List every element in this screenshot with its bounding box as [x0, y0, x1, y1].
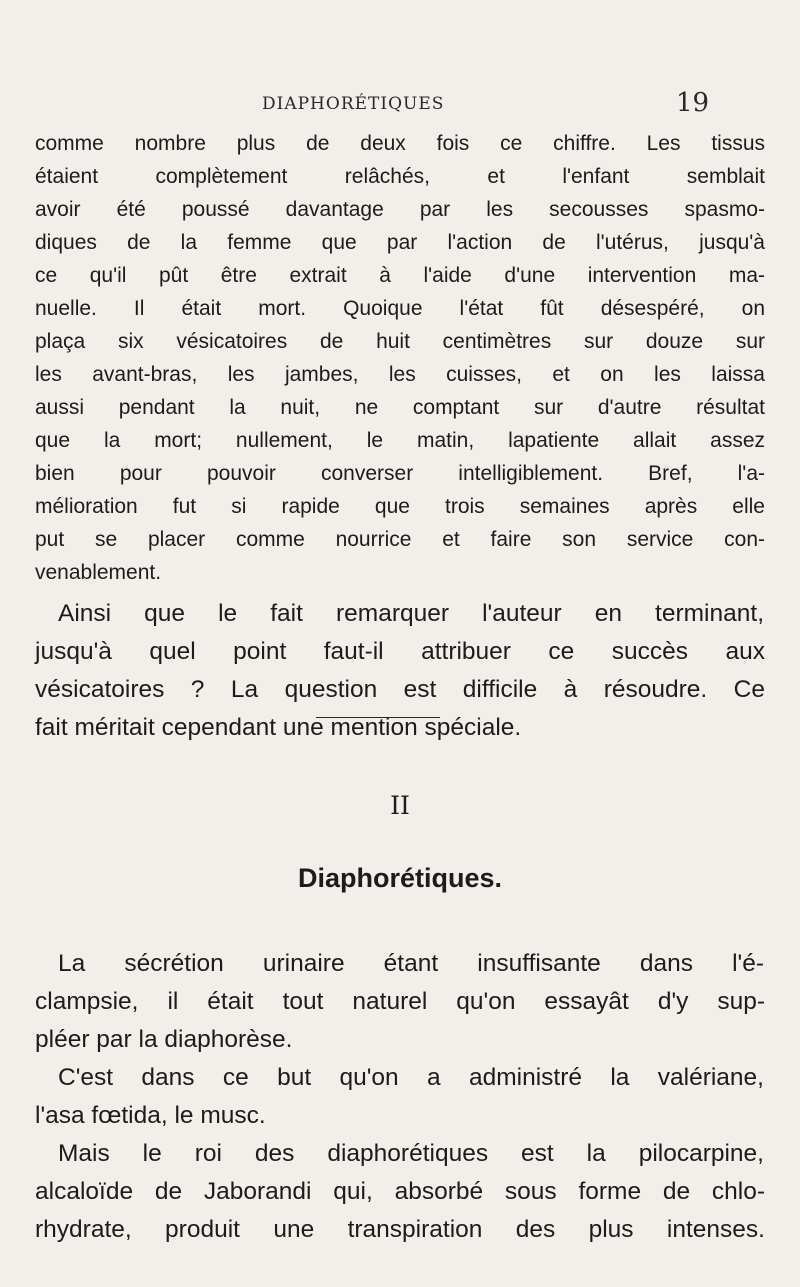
- section-number: II: [390, 791, 410, 820]
- text-line: avoir été poussé davantage par les secousses spasmo-: [35, 198, 765, 221]
- text-line: mélioration fut si rapide que trois semaines après elle: [35, 495, 765, 518]
- text-line: bien pour pouvoir converser intelligiblement. Bref, l'a-: [35, 462, 765, 485]
- text-line: Mais le roi des diaphorétiques est la pilocarpine,: [58, 1140, 764, 1167]
- text-line: plaça six vésicatoires de huit centimètres sur douze sur: [35, 330, 765, 353]
- text-line: comme nombre plus de deux fois ce chiffre. Les tissus: [35, 132, 765, 155]
- text-line: Ainsi que le fait remarquer l'auteur en terminant,: [58, 600, 764, 627]
- text-line: que la mort; nullement, le matin, lapatiente allait assez: [35, 429, 765, 452]
- text-line: put se placer comme nourrice et faire son service con-: [35, 528, 765, 551]
- text-line: nuelle. Il était mort. Quoique l'état fût désespéré, on: [35, 297, 765, 320]
- page-number: 19: [676, 88, 710, 118]
- text-line: clampsie, il était tout naturel qu'on essayât d'y sup-: [35, 988, 765, 1015]
- text-line: rhydrate, produit une transpiration des plus intenses.: [35, 1216, 765, 1243]
- running-head-title: DIAPHORÉTIQUES: [262, 94, 445, 114]
- section-title: Diaphorétiques.: [297, 863, 503, 893]
- text-line: C'est dans ce but qu'on a administré la valériane,: [58, 1064, 764, 1091]
- text-line: La sécrétion urinaire étant insuffisante dans l'é-: [58, 950, 764, 977]
- section-divider: [316, 717, 440, 718]
- text-line: les avant-bras, les jambes, les cuisses, et on les laissa: [35, 363, 765, 386]
- text-line: ce qu'il pût être extrait à l'aide d'une intervention ma-: [35, 264, 765, 287]
- text-line: alcaloïde de Jaborandi qui, absorbé sous forme de chlo-: [35, 1178, 765, 1205]
- text-line: étaient complètement relâchés, et l'enfant semblait: [35, 165, 765, 188]
- text-line: venablement.: [35, 561, 162, 584]
- text-line: l'asa fœtida, le musc.: [35, 1102, 266, 1129]
- text-line: pléer par la diaphorèse.: [35, 1026, 293, 1053]
- text-line: jusqu'à quel point faut-il attribuer ce succès aux: [35, 638, 765, 665]
- text-line: diques de la femme que par l'action de l'utérus, jusqu'à: [35, 231, 765, 254]
- running-head: [0, 88, 800, 120]
- text-line: fait méritait cependant une mention spéciale.: [35, 714, 522, 741]
- text-line: aussi pendant la nuit, ne comptant sur d'autre résultat: [35, 396, 765, 419]
- text-line: vésicatoires ? La question est difficile à résoudre. Ce: [35, 676, 765, 703]
